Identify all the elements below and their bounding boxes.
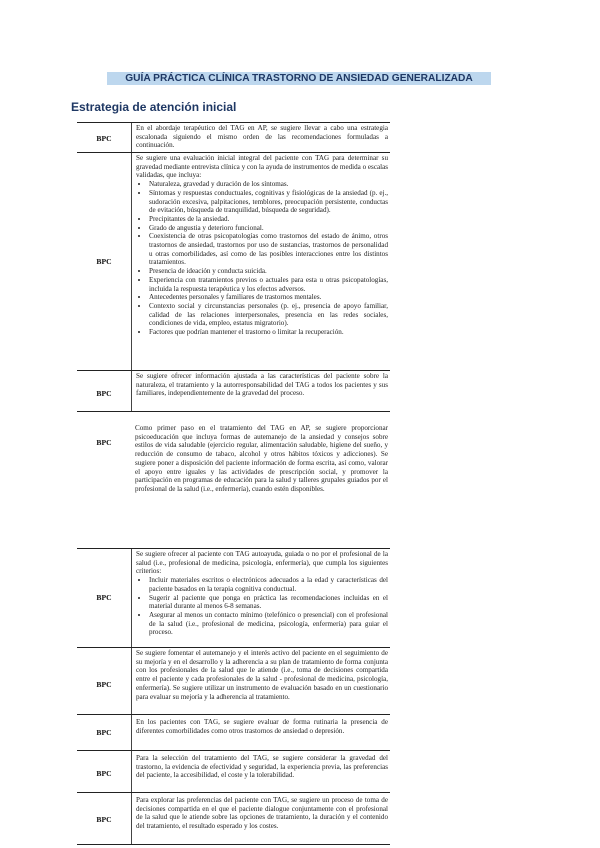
list-item: • Grado de angustia y deterioro funcional. xyxy=(149,224,388,233)
list-item: • Antecedentes personales y familiares de trastornos mentales. xyxy=(149,293,388,302)
recommendation-row xyxy=(77,793,390,845)
recommendation-text xyxy=(131,793,390,844)
recommendation-grade: BPC xyxy=(96,257,112,266)
recommendation-grade: BPC xyxy=(96,769,112,778)
recommendation-text xyxy=(131,153,390,370)
list-item: • Naturaleza, gravedad y duración de los síntomas. xyxy=(149,180,388,189)
recommendation-grade: BPC xyxy=(96,815,112,824)
recommendation-grade: BPC xyxy=(96,438,112,447)
recommendation-grade: BPC xyxy=(96,134,112,143)
recommendation-paragraph: Como primer paso en el tratamiento del TAG en AP, se sugiere proporcionar psicoeducación que incluya formas de autemanejo de la ansiedad y consejos sobre estilos de vida saludable (ejercicio regular, alimentación saludable, higiene del sueño, y reducción de consumo de tabaco, alcohol y otros hábitos tóxicos y adicciones). Se sugiere poner a disposición del paciente información de forma escrita, así como, valorar el apoyo entre iguales y las actividades de prescripción social, y promover la participación en programas de educación para la salud y talleres grupales guiados por el profesional de la salud (i.e., enfermería), cuando estén disponibles. xyxy=(135,424,388,493)
list-item: • Asegurar al menos un contacto mínimo (telefónico o presencial) con el profesional de la salud (i.e., profesional de medicina, psicología, enfermería) para guiar el proceso. xyxy=(149,611,388,637)
recommendation-row xyxy=(77,420,390,548)
recommendation-row xyxy=(77,122,390,153)
recommendation-paragraph: Se sugiere una evaluación inicial integral del paciente con TAG para determinar su gravedad mediante entrevista clínica y con la ayuda de instrumentos de medida o escalas validadas, que incluya: xyxy=(136,154,388,180)
recommendation-paragraph: Para la selección del tratamiento del TAG, se sugiere considerar la gravedad del trastorno, la evidencia de efectividad y seguridad, la experiencia previa, las preferencias del paciente, la accesibilidad, el coste y la tolerabilidad. xyxy=(136,754,388,780)
recommendation-text xyxy=(131,715,390,750)
recommendation-row xyxy=(77,153,390,371)
recommendation-paragraph: En el abordaje terapéutico del TAG en AP, se sugiere llevar a cabo una estrategia escalonada siguiendo el mismo orden de las recomendaciones formuladas a continuación. xyxy=(136,124,388,150)
recommendation-row xyxy=(77,371,390,412)
list-item: • Incluir materiales escritos o electrónicos adecuados a la edad y características del paciente basados en la terapia cognitiva conductual. xyxy=(149,576,388,593)
recommendation-grade: BPC xyxy=(96,389,112,398)
recommendation-row xyxy=(77,648,390,715)
list-item: • Contexto social y circunstancias personales (p. ej., presencia de apoyo familiar, calidad de las relaciones interpersonales, presencia en las redes sociales, condiciones de vida, empleo, estatus migratorio). xyxy=(149,302,388,328)
list-item: • Coexistencia de otras psicopatologías como trastornos del estado de ánimo, otros trastornos de ansiedad, trastornos por uso de sustancias, trastornos de personalidad u otras comorbilidades, así como de las posibles interacciones entre los distintos tratamientos. xyxy=(149,232,388,267)
recommendation-text xyxy=(131,648,390,714)
recommendation-row xyxy=(77,751,390,793)
section-heading: Estrategia de atención inicial xyxy=(71,100,237,114)
recommendation-grade: BPC xyxy=(96,728,112,737)
recommendation-paragraph: En los pacientes con TAG, se sugiere evaluar de forma rutinaria la presencia de diferentes comorbilidades como otros trastornos de ansiedad o depresión. xyxy=(136,718,388,735)
recommendation-text xyxy=(131,123,390,152)
criteria-list xyxy=(136,576,388,637)
recommendation-text xyxy=(131,420,390,548)
recommendation-text xyxy=(131,549,390,647)
list-item: • Síntomas y respuestas conductuales, cognitivas y fisiológicas de la ansiedad (p. ej., sudoración excesiva, palpitaciones, temblores, preocupación persistente, conductas de evitación, búsqueda de tranquilidad, búsqueda de seguridad). xyxy=(149,189,388,215)
list-item: • Factores que podrían mantener el trastorno o limitar la recuperación. xyxy=(149,328,388,337)
recommendation-paragraph: Se sugiere ofrecer información ajustada a las características del paciente sobre la naturaleza, el tratamiento y la autorresponsabilidad del TAG a todos los pacientes y sus familiares, independientemente de la gravedad del proceso. xyxy=(136,372,388,398)
recommendation-paragraph: Se sugiere ofrecer al paciente con TAG autoayuda, guiada o no por el profesional de la salud (i.e., profesional de medicina, psicología, enfermería), que cumpla los siguientes criterios: xyxy=(136,550,388,576)
criteria-list xyxy=(136,180,388,337)
list-item: • Precipitantes de la ansiedad. xyxy=(149,215,388,224)
recommendation-row xyxy=(77,548,390,648)
recommendation-text xyxy=(131,371,390,411)
recommendation-grade: BPC xyxy=(96,680,112,689)
recommendation-paragraph: Se sugiere fomentar el autemanejo y el interés activo del paciente en el seguimiento de su mejoría y en el desarrollo y la adherencia a su plan de tratamiento de forma conjunta con los profesionales de la salud que le atiende (i.e., toma de decisiones compartida entre el paciente y cada profesionales de la salud - profesional de medicina, psicología, enfermería). Se sugiere utilizar un instrumento de evaluación basado en un cuestionario para evaluar su mejoría y la adherencia al tratamiento. xyxy=(136,649,388,701)
recommendation-text xyxy=(131,751,390,792)
list-item: • Sugerir al paciente que ponga en práctica las recomendaciones incluidas en el material durante al menos 6-8 semanas. xyxy=(149,594,388,611)
recommendation-row xyxy=(77,715,390,751)
document-title: GUÍA PRÁCTICA CLÍNICA TRASTORNO DE ANSIEDAD GENERALIZADA xyxy=(107,72,491,85)
list-item: • Presencia de ideación y conducta suicida. xyxy=(149,267,388,276)
recommendation-paragraph: Para explorar las preferencias del paciente con TAG, se sugiere un proceso de toma de decisiones compartida en el que el paciente dialogue conjuntamente con el profesional de la salud que le atiende sobre las opciones de tratamiento, la duración y el contenido del tratamiento, el resultado esperado y los costes. xyxy=(136,796,388,831)
list-item: • Experiencia con tratamientos previos o actuales para esta u otras psicopatologías, incluida la respuesta terapéutica y los efectos adversos. xyxy=(149,276,388,293)
recommendation-grade: BPC xyxy=(96,593,112,602)
